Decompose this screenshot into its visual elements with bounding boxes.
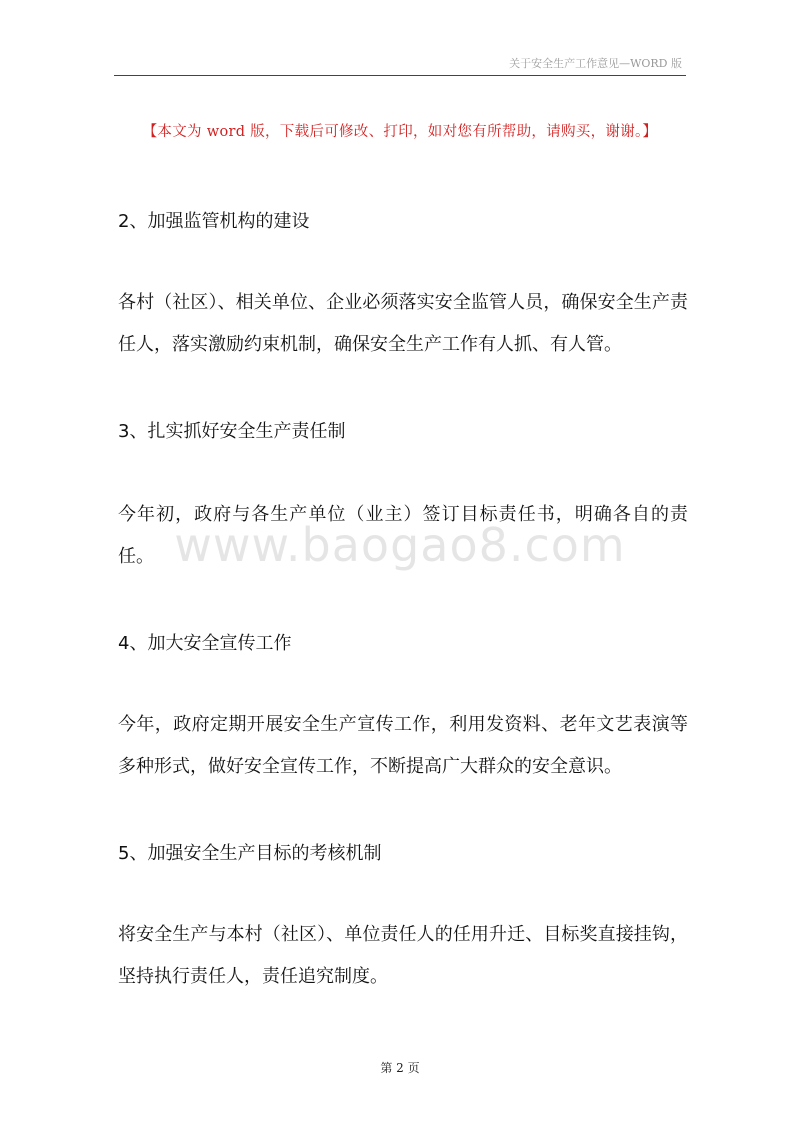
purchase-notice: 【本文为 word 版，下载后可修改、打印，如对您有所帮助，请购买，谢谢。】 [142,124,658,140]
section-body-5: 将安全生产与本村（社区）、单位责任人的任用升迁、目标奖直接挂钩，坚持执行责任人，责任追究制度。 [118,924,688,987]
section-body-2: 各村（社区）、相关单位、企业必须落实安全监管人员，确保安全生产责任人，落实激励约束机制，确保安全生产工作有人抓、有人管。 [118,292,688,355]
header-title: 关于安全生产工作意见—WORD 版 [509,57,682,70]
section-heading-2: 2、加强监管机构的建设 [118,211,310,232]
header-rule [114,75,686,76]
section-heading-4: 4、加大安全宣传工作 [118,633,292,654]
page-number: 第 2 页 [380,1061,420,1075]
watermark: www.baogao8.com [174,518,626,572]
section-heading-5: 5、加强安全生产目标的考核机制 [118,843,382,864]
section-body-4: 今年，政府定期开展安全生产宣传工作，利用发资料、老年文艺表演等多种形式，做好安全宣传工作，不断提高广大群众的安全意识。 [118,714,688,777]
section-heading-3: 3、扎实抓好安全生产责任制 [118,421,346,442]
section-body-3: 今年初，政府与各生产单位（业主）签订目标责任书，明确各自的责任。 [118,504,688,567]
